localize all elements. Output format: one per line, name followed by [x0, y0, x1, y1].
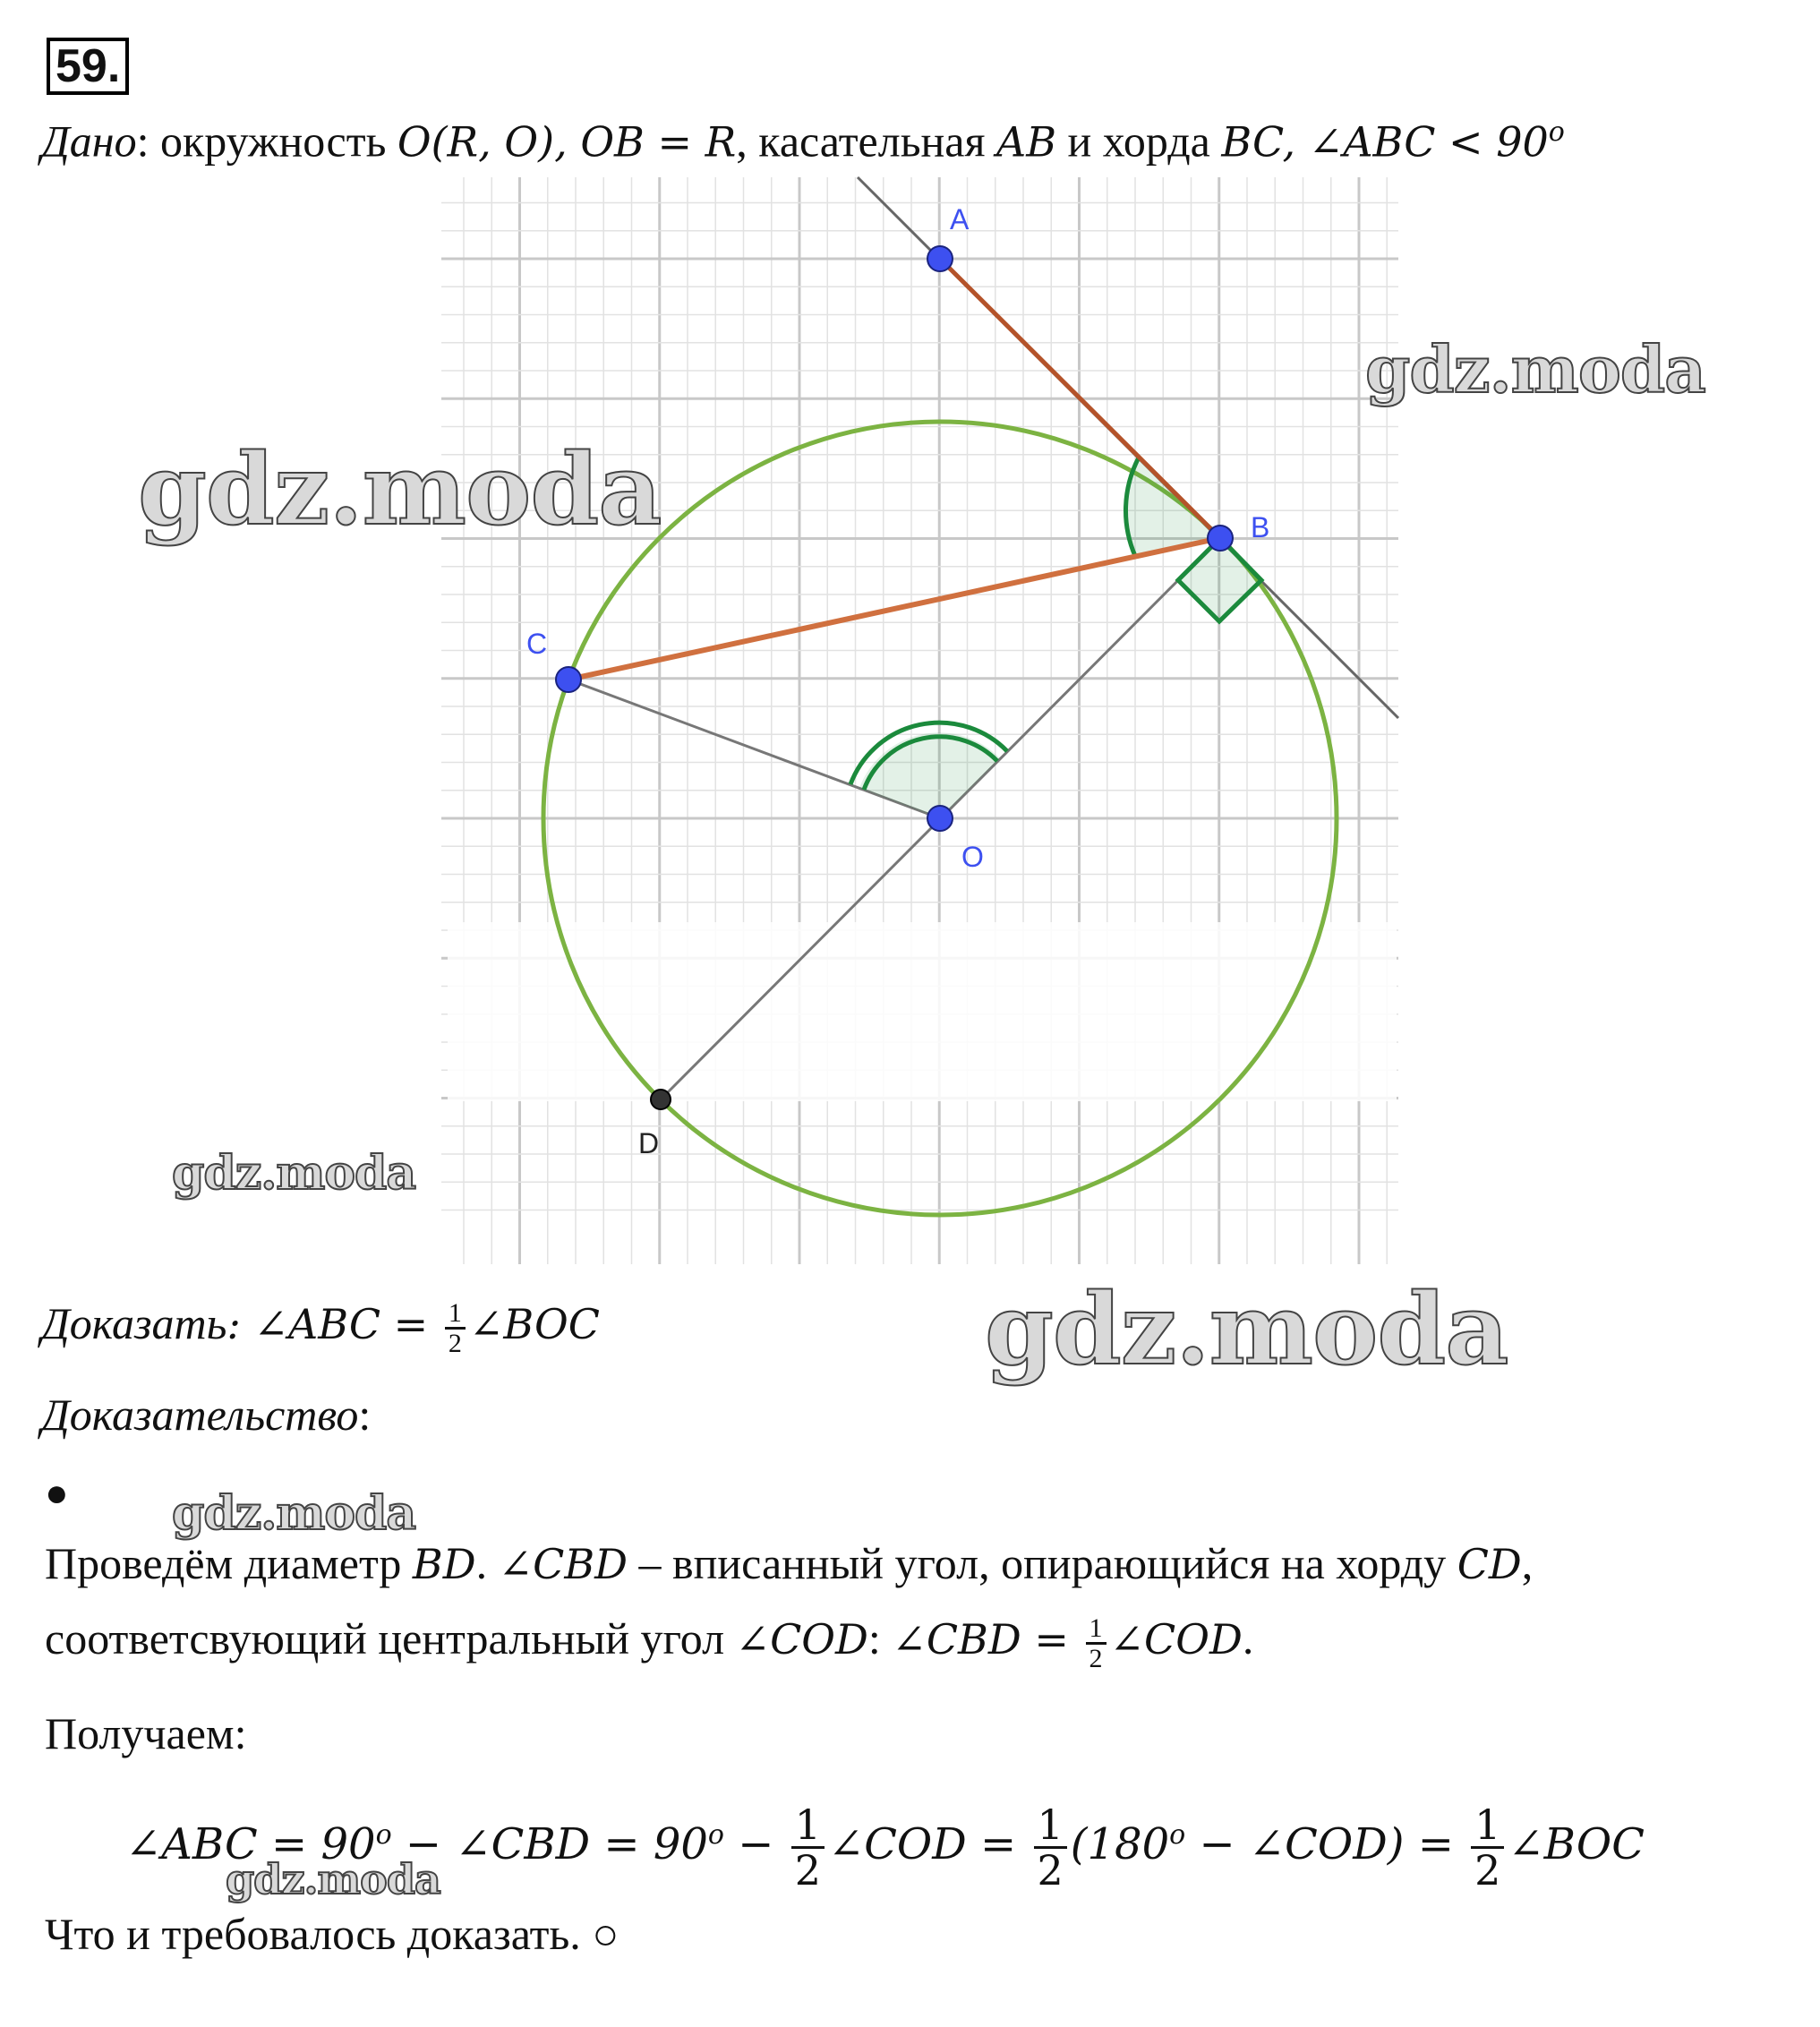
ff-p4: ∠COD = [827, 1819, 1030, 1869]
point-c [556, 667, 581, 692]
given-bc-formula: BC, ∠ABC < 90 [1221, 117, 1549, 167]
given-ab: AB [995, 117, 1056, 167]
ff-p1: ∠ABC = 90 [125, 1819, 376, 1869]
line1-t2: . [475, 1538, 499, 1588]
ff-frac-1 [791, 1800, 825, 1894]
bullet: ● [45, 1471, 69, 1515]
line2-m3: ∠COD [1109, 1615, 1243, 1664]
given-degree: o [1548, 116, 1565, 148]
problem-number: 59. [47, 38, 129, 95]
point-d [651, 1090, 671, 1109]
watermark-1: gdz.moda [138, 432, 662, 547]
ff-deg-3: o [1169, 1819, 1186, 1851]
segment-bc [568, 538, 1220, 680]
proof-heading [41, 1388, 371, 1441]
point-o [927, 806, 953, 831]
watermark-2: gdz.moda [1365, 331, 1705, 407]
conclusion: Что и требовалось доказать. ○ [45, 1909, 619, 1959]
watermark-6: gdz.moda [226, 1855, 440, 1903]
line1-t4: , [1521, 1538, 1534, 1588]
prove-label: Доказать [41, 1298, 227, 1348]
line1-m2: ∠CBD [498, 1540, 628, 1588]
radius-oc [568, 680, 940, 818]
given-text: : окружность [136, 115, 397, 167]
final-formula [125, 1777, 1645, 1903]
prove-right: ∠BOC [468, 1300, 600, 1348]
prove-frac-den: 2 [448, 1329, 462, 1359]
ff-f3n: 1 [1471, 1803, 1504, 1849]
prove-left: : ∠ABC = [226, 1300, 441, 1348]
ff-f1n: 1 [791, 1803, 825, 1849]
prove-frac-num: 1 [445, 1299, 466, 1330]
prove-line [41, 1296, 600, 1358]
watermark-3: gdz.moda [172, 1146, 416, 1201]
ff-p6: − ∠COD) = [1185, 1819, 1468, 1869]
ff-frac-2 [1034, 1800, 1067, 1894]
label-c: C [526, 628, 548, 660]
given-text3: и хорда [1056, 115, 1222, 167]
line2-m1: ∠COD [735, 1615, 868, 1664]
line2-frac-den: 2 [1089, 1644, 1103, 1674]
ff-deg-2: o [707, 1819, 724, 1851]
given-text2: , касательная [736, 115, 996, 167]
given-label: Дано [41, 115, 137, 167]
proof-label: Доказательство [41, 1390, 359, 1440]
line2-m2: ∠CBD = [892, 1615, 1082, 1664]
ff-f2n: 1 [1034, 1803, 1067, 1849]
given-formula: O(R, O), OB = R [397, 117, 737, 167]
label-d: D [638, 1127, 660, 1159]
ff-deg-1: o [375, 1819, 392, 1851]
obtain-text: Получаем: [45, 1708, 247, 1758]
label-b: B [1251, 511, 1270, 543]
label-a: A [950, 203, 970, 235]
line1-t3: – вписанный угол, опирающийся на хорду [628, 1538, 1457, 1588]
label-o: O [961, 841, 984, 873]
watermark-4: gdz.moda [985, 1271, 1508, 1387]
point-a [927, 246, 953, 271]
watermark-5: gdz.moda [172, 1486, 416, 1541]
line2-t3: . [1242, 1613, 1254, 1664]
erased-patch [448, 922, 1397, 1101]
proof-line-2 [45, 1612, 1253, 1673]
line2-t1: соответсвующий центральный угол [45, 1613, 736, 1664]
ff-frac-3 [1471, 1800, 1504, 1894]
ff-p3: − [723, 1819, 788, 1869]
ff-p5: (180 [1070, 1819, 1170, 1869]
line1-m1: BD [412, 1540, 476, 1588]
ff-p2: − ∠CBD = 90 [391, 1819, 708, 1869]
line2-fraction [1086, 1614, 1107, 1673]
line2-frac-num: 1 [1086, 1614, 1107, 1646]
point-b [1208, 526, 1233, 551]
ff-p7: ∠BOC [1508, 1819, 1645, 1869]
proof-colon: : [358, 1390, 372, 1440]
proof-line-1 [45, 1536, 1533, 1591]
line1-m3: CD [1457, 1540, 1522, 1588]
ff-f3d: 2 [1474, 1846, 1501, 1894]
ff-f2d: 2 [1037, 1846, 1064, 1894]
line1-t1: Проведём диаметр [45, 1538, 413, 1588]
prove-fraction [445, 1299, 466, 1358]
ff-f1d: 2 [794, 1846, 821, 1894]
line2-t2: : [867, 1613, 893, 1664]
